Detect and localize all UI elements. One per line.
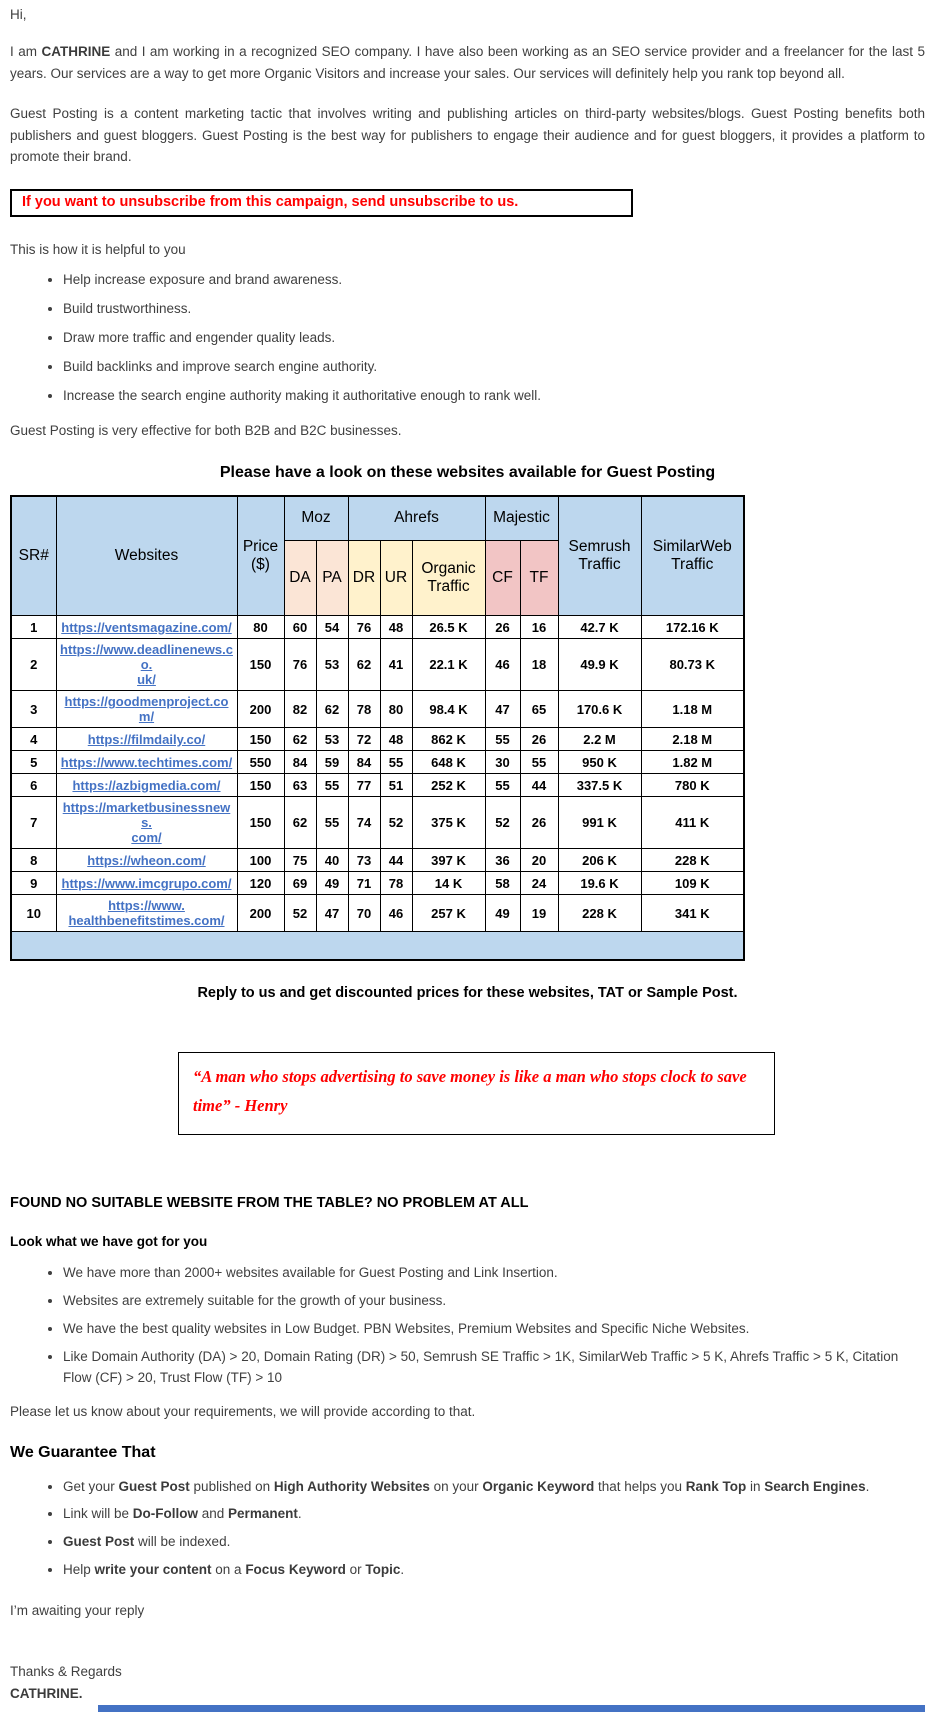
similarweb-cell: 228 K — [641, 849, 744, 872]
ur-cell: 51 — [380, 774, 412, 797]
guarantee-heading: We Guarantee That — [10, 1443, 156, 1461]
unsubscribe-notice-box — [10, 189, 633, 217]
list-item: • Like Domain Authority (DA) > 20, Domain Rating (DR) > 50, Semrush SE Traffic > 1K, SimilarWeb Traffic > 5 K, Ahrefs Traffic > 5 K, Citation Flow (CF) > 20, Trust Flow (TF) > 10 — [63, 1347, 925, 1389]
website-cell — [56, 728, 237, 751]
ur-cell: 48 — [380, 616, 412, 639]
table-row — [11, 797, 744, 849]
list-item: • We have more than 2000+ websites available for Guest Posting and Link Insertion. — [63, 1263, 925, 1284]
cf-cell: 52 — [485, 797, 520, 849]
website-link[interactable]: https://goodmenproject.com/ — [64, 694, 229, 725]
tf-cell: 16 — [520, 616, 558, 639]
organic-cell: 252 K — [412, 774, 485, 797]
sr-cell: 5 — [11, 751, 56, 774]
organic-cell: 375 K — [412, 797, 485, 849]
ur-cell: 41 — [380, 639, 412, 691]
dr-cell: 77 — [348, 774, 380, 797]
list-item: • Websites are extremely suitable for the growth of your business. — [63, 1291, 925, 1312]
sr-cell: 3 — [11, 691, 56, 728]
found-heading: FOUND NO SUITABLE WEBSITE FROM THE TABLE? NO PROBLEM AT ALL — [10, 1194, 529, 1211]
dr-cell: 70 — [348, 895, 380, 932]
table-row — [11, 895, 744, 932]
websites-table — [10, 495, 745, 961]
quote-box — [178, 1052, 775, 1135]
website-cell — [56, 849, 237, 872]
col-group-majestic: Majestic — [485, 496, 558, 541]
cf-cell: 58 — [485, 872, 520, 895]
empty-blue-row — [11, 932, 744, 960]
price-cell: 550 — [237, 751, 284, 774]
website-link[interactable]: https://ventsmagazine.com/ — [61, 619, 232, 635]
tf-cell: 19 — [520, 895, 558, 932]
table-row — [11, 616, 744, 639]
dr-cell: 73 — [348, 849, 380, 872]
similarweb-cell: 2.18 M — [641, 728, 744, 751]
col-header-semrush: Semrush Traffic — [558, 496, 641, 616]
dr-cell: 84 — [348, 751, 380, 774]
semrush-cell: 42.7 K — [558, 616, 641, 639]
quote-text: “A man who stops advertising to save money is like a man who stops clock to save time” - Henry — [193, 1066, 747, 1116]
ur-cell: 80 — [380, 691, 412, 728]
website-link[interactable]: https://marketbusinessnews. com/ — [62, 800, 231, 846]
guest-posting-paragraph: Guest Posting is a content marketing tactic that involves writing and publishing articles on third-party websites/blogs. Guest Posting benefits both publishers and guest bloggers. Guest Posting is the best way for publishers to engage their audience and for guest bloggers, it provides a platform to promote their brand. — [10, 106, 925, 165]
website-cell — [56, 774, 237, 797]
price-cell: 100 — [237, 849, 284, 872]
da-cell: 60 — [284, 616, 316, 639]
cf-cell: 46 — [485, 639, 520, 691]
organic-cell: 397 K — [412, 849, 485, 872]
list-item: • Guest Post will be indexed. — [63, 1532, 925, 1553]
semrush-cell: 49.9 K — [558, 639, 641, 691]
col-header-da: DA — [284, 541, 316, 616]
list-item: • Link will be Do-Follow and Permanent. — [63, 1504, 925, 1525]
pa-cell: 53 — [316, 728, 348, 751]
website-link[interactable]: https://filmdaily.co/ — [87, 731, 206, 747]
website-link[interactable]: https://azbigmedia.com/ — [72, 777, 221, 793]
list-item: • Get your Guest Post published on High Authority Websites on your Organic Keyword that helps you Rank Top in Search Engines. — [63, 1477, 925, 1498]
table-row — [11, 872, 744, 895]
tf-cell: 24 — [520, 872, 558, 895]
col-group-ahrefs: Ahrefs — [348, 496, 485, 541]
dr-cell: 78 — [348, 691, 380, 728]
pa-cell: 62 — [316, 691, 348, 728]
price-cell: 150 — [237, 797, 284, 849]
semrush-cell: 19.6 K — [558, 872, 641, 895]
col-header-pa: PA — [316, 541, 348, 616]
signature-thanks: Thanks & Regards — [10, 1664, 122, 1680]
col-header-cf: CF — [485, 541, 520, 616]
dr-cell: 72 — [348, 728, 380, 751]
organic-cell: 257 K — [412, 895, 485, 932]
dr-cell: 74 — [348, 797, 380, 849]
cf-cell: 47 — [485, 691, 520, 728]
da-cell: 62 — [284, 797, 316, 849]
organic-cell: 648 K — [412, 751, 485, 774]
requirements-line: Please let us know about your requirements, we will provide according to that. — [10, 1403, 476, 1419]
pa-cell: 54 — [316, 616, 348, 639]
similarweb-cell: 1.82 M — [641, 751, 744, 774]
similarweb-cell: 780 K — [641, 774, 744, 797]
col-header-organic: Organic Traffic — [412, 541, 485, 616]
tf-cell: 20 — [520, 849, 558, 872]
sr-cell: 1 — [11, 616, 56, 639]
list-item: • Build backlinks and improve search engine authority. — [63, 357, 925, 378]
ur-cell: 55 — [380, 751, 412, 774]
list-item: • Help increase exposure and brand awareness. — [63, 270, 925, 291]
da-cell: 63 — [284, 774, 316, 797]
guarantee-bullet-list — [10, 1477, 925, 1582]
offer-bullet-list — [10, 1263, 925, 1389]
price-cell: 150 — [237, 728, 284, 751]
price-cell: 150 — [237, 774, 284, 797]
organic-cell: 14 K — [412, 872, 485, 895]
cf-cell: 36 — [485, 849, 520, 872]
col-header-similarweb: SimilarWeb Traffic — [641, 496, 744, 616]
table-row — [11, 751, 744, 774]
col-header-sr: SR# — [11, 496, 56, 616]
semrush-cell: 170.6 K — [558, 691, 641, 728]
sr-cell: 9 — [11, 872, 56, 895]
website-cell — [56, 797, 237, 849]
ur-cell: 44 — [380, 849, 412, 872]
sr-cell: 4 — [11, 728, 56, 751]
table-heading: Please have a look on these websites available for Guest Posting — [219, 463, 716, 481]
price-cell: 80 — [237, 616, 284, 639]
organic-cell: 22.1 K — [412, 639, 485, 691]
da-cell: 75 — [284, 849, 316, 872]
da-cell: 52 — [284, 895, 316, 932]
b2b-line: Guest Posting is very effective for both B2B and B2C businesses. — [10, 422, 402, 438]
dr-cell: 71 — [348, 872, 380, 895]
tf-cell: 18 — [520, 639, 558, 691]
dr-cell: 62 — [348, 639, 380, 691]
col-header-websites: Websites — [56, 496, 237, 616]
table-row — [11, 639, 744, 691]
list-item: • Help write your content on a Focus Keyword or Topic. — [63, 1560, 925, 1581]
list-item: • Increase the search engine authority making it authoritative enough to rank well. — [63, 386, 925, 407]
pa-cell: 55 — [316, 797, 348, 849]
awaiting-line: I’m awaiting your reply — [10, 1603, 145, 1619]
sr-cell: 8 — [11, 849, 56, 872]
website-link[interactable]: https://www.techtimes.com/ — [60, 754, 233, 770]
organic-cell: 98.4 K — [412, 691, 485, 728]
da-cell: 62 — [284, 728, 316, 751]
semrush-cell: 228 K — [558, 895, 641, 932]
tf-cell: 26 — [520, 728, 558, 751]
table-row — [11, 728, 744, 751]
da-cell: 82 — [284, 691, 316, 728]
greeting: Hi, — [10, 7, 27, 22]
col-header-price: Price ($) — [237, 496, 284, 616]
pa-cell: 47 — [316, 895, 348, 932]
website-link[interactable]: https://www.imcgrupo.com/ — [61, 875, 232, 891]
similarweb-cell: 172.16 K — [641, 616, 744, 639]
col-header-dr: DR — [348, 541, 380, 616]
price-cell: 120 — [237, 872, 284, 895]
ur-cell: 52 — [380, 797, 412, 849]
similarweb-cell: 109 K — [641, 872, 744, 895]
helpful-intro: This is how it is helpful to you — [10, 241, 186, 257]
signature-block — [10, 1661, 925, 1704]
signature-name: CATHRINE. — [10, 1685, 83, 1701]
col-group-moz: Moz — [284, 496, 348, 541]
tf-cell: 44 — [520, 774, 558, 797]
website-link[interactable]: https://www. healthbenefitstimes.com/ — [68, 898, 225, 929]
pa-cell: 40 — [316, 849, 348, 872]
table-row — [11, 774, 744, 797]
cf-cell: 55 — [485, 774, 520, 797]
da-cell: 69 — [284, 872, 316, 895]
website-cell — [56, 751, 237, 774]
semrush-cell: 950 K — [558, 751, 641, 774]
similarweb-cell: 341 K — [641, 895, 744, 932]
cf-cell: 26 — [485, 616, 520, 639]
semrush-cell: 337.5 K — [558, 774, 641, 797]
website-cell — [56, 691, 237, 728]
pa-cell: 55 — [316, 774, 348, 797]
website-cell — [56, 872, 237, 895]
tf-cell: 26 — [520, 797, 558, 849]
organic-cell: 862 K — [412, 728, 485, 751]
col-header-ur: UR — [380, 541, 412, 616]
table-row — [11, 849, 744, 872]
ur-cell: 48 — [380, 728, 412, 751]
organic-cell: 26.5 K — [412, 616, 485, 639]
ur-cell: 78 — [380, 872, 412, 895]
similarweb-cell: 1.18 M — [641, 691, 744, 728]
sr-cell: 6 — [11, 774, 56, 797]
website-cell — [56, 895, 237, 932]
intro-paragraph: I am CATHRINE and I am working in a recognized SEO company. I have also been working as an SEO service provider and a freelancer for the last 5 years. Our services are a way to get more Organic Visitors and increase your sales. Our services will definitely help you rank top beyond all. — [10, 44, 926, 81]
list-item: • We have the best quality websites in Low Budget. PBN Websites, Premium Websites and Specific Niche Websites. — [63, 1319, 925, 1340]
sr-cell: 2 — [11, 639, 56, 691]
helpful-bullet-list — [10, 270, 925, 407]
similarweb-cell: 80.73 K — [641, 639, 744, 691]
website-link[interactable]: https://www.deadlinenews.co. uk/ — [60, 642, 233, 688]
price-cell: 200 — [237, 691, 284, 728]
da-cell: 84 — [284, 751, 316, 774]
similarweb-cell: 411 K — [641, 797, 744, 849]
reply-line: Reply to us and get discounted prices for these websites, TAT or Sample Post. — [197, 984, 738, 1001]
website-cell — [56, 639, 237, 691]
website-cell — [56, 616, 237, 639]
pa-cell: 53 — [316, 639, 348, 691]
semrush-cell: 991 K — [558, 797, 641, 849]
website-link[interactable]: https://wheon.com/ — [87, 852, 206, 868]
pa-cell: 49 — [316, 872, 348, 895]
da-cell: 76 — [284, 639, 316, 691]
price-cell: 200 — [237, 895, 284, 932]
ur-cell: 46 — [380, 895, 412, 932]
tf-cell: 65 — [520, 691, 558, 728]
table-row — [11, 691, 744, 728]
pa-cell: 59 — [316, 751, 348, 774]
sr-cell: 7 — [11, 797, 56, 849]
cf-cell: 55 — [485, 728, 520, 751]
dr-cell: 76 — [348, 616, 380, 639]
price-cell: 150 — [237, 639, 284, 691]
look-heading: Look what we have got for you — [10, 1233, 208, 1249]
cf-cell: 49 — [485, 895, 520, 932]
semrush-cell: 2.2 M — [558, 728, 641, 751]
list-item: • Draw more traffic and engender quality leads. — [63, 328, 925, 349]
signature-highlight-bar — [98, 1705, 925, 1712]
cf-cell: 30 — [485, 751, 520, 774]
empty-blue-cell — [11, 932, 744, 960]
tf-cell: 55 — [520, 751, 558, 774]
list-item: • Build trustworthiness. — [63, 299, 925, 320]
unsubscribe-notice-text: If you want to unsubscribe from this campaign, send unsubscribe to us. — [22, 193, 519, 210]
col-header-tf: TF — [520, 541, 558, 616]
sr-cell: 10 — [11, 895, 56, 932]
semrush-cell: 206 K — [558, 849, 641, 872]
